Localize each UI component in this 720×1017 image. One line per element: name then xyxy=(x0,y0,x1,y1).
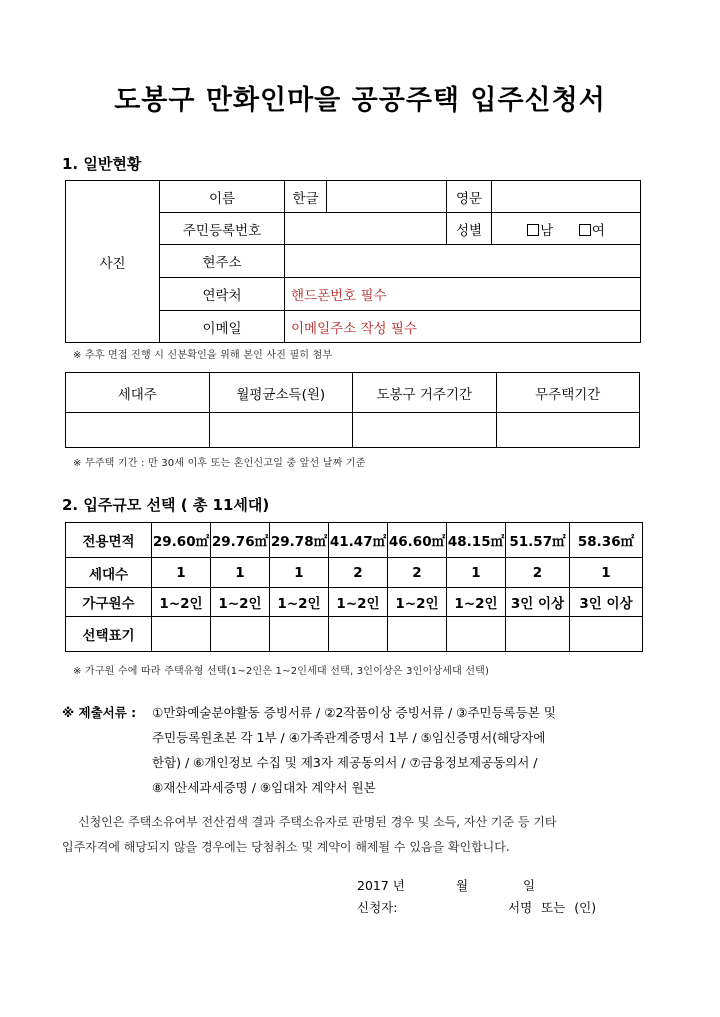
section2-heading: 2. 입주규모 선택 ( 총 11세대) xyxy=(62,496,270,514)
selection-cell[interactable] xyxy=(270,617,329,652)
household-head-header: 세대주 xyxy=(66,373,210,413)
area-value: 29.60㎡ xyxy=(152,523,211,558)
address-field[interactable] xyxy=(285,245,641,278)
households-value: 1 xyxy=(270,558,329,588)
name-label: 이름 xyxy=(160,181,285,213)
size-selection-table xyxy=(65,522,643,652)
id-number-label: 주민등록번호 xyxy=(160,213,285,245)
size-selection-note: ※ 가구원 수에 따라 주택유형 선택(1~2인은 1~2인세대 선택, 3인이상은 3인이상세대 선택) xyxy=(73,666,490,677)
households-value: 1 xyxy=(447,558,506,588)
email-label: 이메일 xyxy=(160,311,285,343)
members-value: 3인 이상 xyxy=(570,588,643,617)
area-value: 58.36㎡ xyxy=(570,523,643,558)
section1-heading: 1. 일반현황 xyxy=(62,155,142,173)
declaration-line: 신청인은 주택소유여부 전산검색 결과 주택소유자로 판명된 경우 및 소득, 자산 기준 등 기타 xyxy=(78,815,557,829)
female-label: 여 xyxy=(591,222,605,239)
korean-name-field[interactable] xyxy=(327,181,447,213)
members-value: 1~2인 xyxy=(388,588,447,617)
declaration-line: 입주자격에 해당되지 않을 경우에는 당첨취소 및 계약이 해제될 수 있음을 확인합니다. xyxy=(62,840,510,854)
selection-cell[interactable] xyxy=(388,617,447,652)
members-value: 3인 이상 xyxy=(506,588,570,617)
monthly-income-header: 월평균소득(원) xyxy=(209,373,353,413)
households-value: 2 xyxy=(506,558,570,588)
monthly-income-field[interactable] xyxy=(209,413,353,448)
female-checkbox[interactable] xyxy=(579,224,591,236)
members-row-label: 가구원수 xyxy=(66,588,152,617)
selection-cell[interactable] xyxy=(570,617,643,652)
contact-label: 연락처 xyxy=(160,278,285,311)
selection-cell[interactable] xyxy=(211,617,270,652)
members-value: 1~2인 xyxy=(270,588,329,617)
documents-line: ⑧재산세과세증명 / ⑨임대차 계약서 원본 xyxy=(152,780,376,795)
signature-field[interactable]: 서명 또는 (인) xyxy=(508,900,597,915)
household-table xyxy=(65,372,640,448)
households-value: 2 xyxy=(329,558,388,588)
photo-label: 사진 xyxy=(99,255,126,272)
residence-period-header: 도봉구 거주기간 xyxy=(353,373,497,413)
english-label: 영문 xyxy=(447,181,492,213)
applicant-label: 신청자: xyxy=(357,900,398,915)
contact-field[interactable]: 핸드폰번호 필수 xyxy=(285,278,641,311)
day-unit: 일 xyxy=(523,878,536,893)
korean-label: 한글 xyxy=(285,181,327,213)
documents-line: ①만화예술분야활동 증빙서류 / ②2작품이상 증빙서류 / ③주민등록등본 및 xyxy=(152,705,556,720)
household-head-field[interactable] xyxy=(66,413,210,448)
english-name-field[interactable] xyxy=(492,181,641,213)
households-row-label: 세대수 xyxy=(66,558,152,588)
documents-prefix: ※ 제출서류 : xyxy=(62,705,137,720)
page-title: 도봉구 만화인마을 공공주택 입주신청서 xyxy=(114,85,606,116)
documents-line: 한함) / ⑥개인정보 수집 및 제3자 제공동의서 / ⑦금융정보제공동의서 / xyxy=(152,755,538,770)
gender-label: 성별 xyxy=(447,213,492,245)
address-label: 현주소 xyxy=(160,245,285,278)
residence-period-field[interactable] xyxy=(353,413,497,448)
selection-row-label: 선택표기 xyxy=(66,617,152,652)
homeless-period-field[interactable] xyxy=(496,413,640,448)
general-info-table xyxy=(65,180,641,343)
members-value: 1~2인 xyxy=(152,588,211,617)
gender-options xyxy=(492,213,641,245)
homeless-period-header: 무주택기간 xyxy=(496,373,640,413)
photo-cell[interactable] xyxy=(66,181,160,343)
area-value: 41.47㎡ xyxy=(329,523,388,558)
selection-cell[interactable] xyxy=(329,617,388,652)
area-row-label: 전용면적 xyxy=(66,523,152,558)
area-value: 51.57㎡ xyxy=(506,523,570,558)
male-checkbox[interactable] xyxy=(527,224,539,236)
area-value: 29.78㎡ xyxy=(270,523,329,558)
photo-note: ※ 추후 면접 진행 시 신분확인을 위해 본인 사진 필히 첨부 xyxy=(73,350,333,361)
household-note: ※ 무주택 기간 : 만 30세 이후 또는 혼인신고일 중 앞선 날짜 기준 xyxy=(73,458,366,469)
selection-cell[interactable] xyxy=(152,617,211,652)
email-field[interactable]: 이메일주소 작성 필수 xyxy=(285,311,641,343)
members-value: 1~2인 xyxy=(447,588,506,617)
id-number-field[interactable] xyxy=(285,213,447,245)
selection-cell[interactable] xyxy=(506,617,570,652)
households-value: 1 xyxy=(570,558,643,588)
households-value: 2 xyxy=(388,558,447,588)
date-year xyxy=(357,876,405,894)
year-unit: 년 xyxy=(392,878,405,893)
month-unit: 월 xyxy=(456,878,469,893)
area-value: 48.15㎡ xyxy=(447,523,506,558)
households-value: 1 xyxy=(152,558,211,588)
area-value: 29.76㎡ xyxy=(211,523,270,558)
area-value: 46.60㎡ xyxy=(388,523,447,558)
selection-cell[interactable] xyxy=(447,617,506,652)
members-value: 1~2인 xyxy=(329,588,388,617)
households-value: 1 xyxy=(211,558,270,588)
members-value: 1~2인 xyxy=(211,588,270,617)
male-label: 남 xyxy=(540,222,554,239)
year-value: 2017 xyxy=(357,878,389,893)
documents-line: 주민등록원초본 각 1부 / ④가족관계증명서 1부 / ⑤임신증명서(해당자에 xyxy=(152,730,546,745)
